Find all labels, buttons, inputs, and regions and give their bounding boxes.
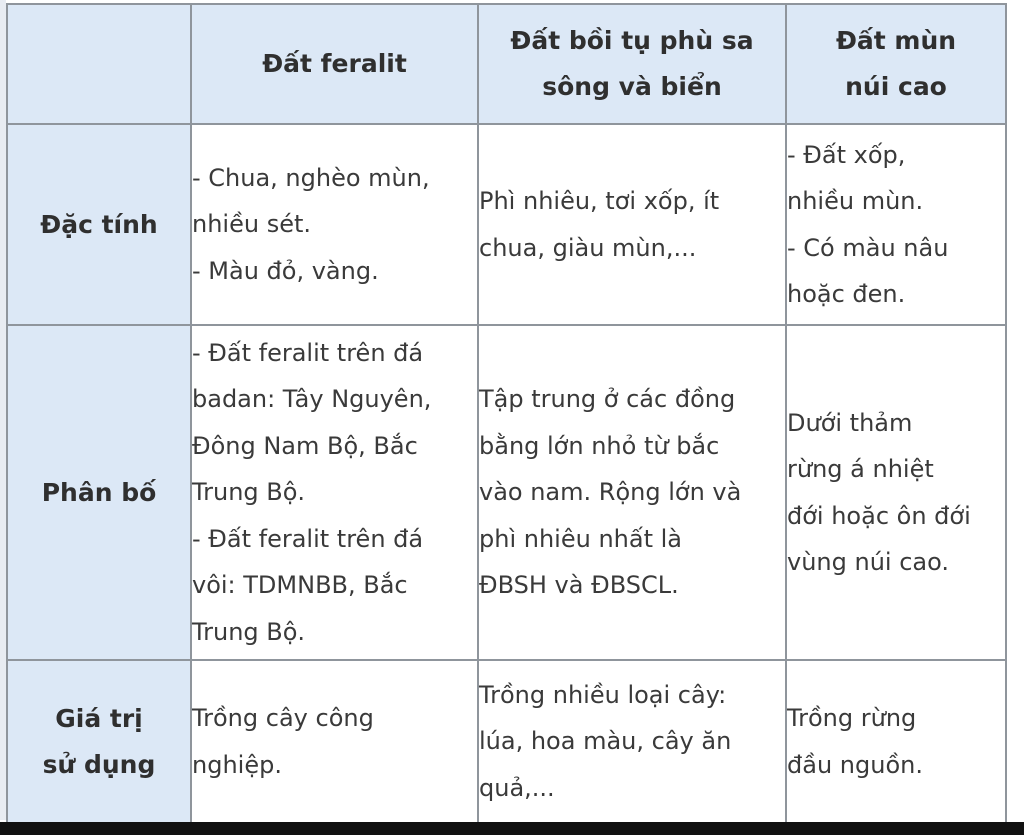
cell-line: Trồng rừng xyxy=(787,704,917,732)
cell-feralit-distribution xyxy=(191,325,478,660)
cell-line: - Đất feralit trên đá xyxy=(192,524,424,553)
cell-line: hoặc đen. xyxy=(787,280,906,308)
header-line: sông và biển xyxy=(542,72,722,101)
cell-feralit-usage xyxy=(191,660,478,823)
table-row-usage-value xyxy=(7,660,1006,823)
cell-humus-usage xyxy=(786,660,1006,823)
header-feralit xyxy=(191,4,478,124)
cell-alluvial-usage xyxy=(478,660,786,823)
table-row-characteristics xyxy=(7,124,1006,325)
cell-line: nhiều mùn. xyxy=(787,187,924,215)
cell-line: lúa, hoa màu, cây ăn xyxy=(479,727,732,756)
header-alluvial xyxy=(478,4,786,124)
cell-line: quả,... xyxy=(479,773,555,802)
cell-line: vôi: TDMNBB, Bắc xyxy=(192,571,408,600)
cell-line: Trồng nhiều loại cây: xyxy=(479,680,727,709)
cell-alluvial-characteristics xyxy=(478,124,786,325)
row-label-usage-value xyxy=(7,660,191,823)
cell-alluvial-distribution xyxy=(478,325,786,660)
table-row-distribution xyxy=(7,325,1006,660)
header-row xyxy=(7,4,1006,124)
cell-line: chua, giàu mùn,... xyxy=(479,233,697,262)
row-label-characteristics xyxy=(7,124,191,325)
header-line: núi cao xyxy=(845,72,947,101)
cell-humus-characteristics xyxy=(786,124,1006,325)
cell-line: bằng lớn nhỏ từ bắc xyxy=(479,431,720,460)
row-label-distribution xyxy=(7,325,191,660)
cell-line: đới hoặc ôn đới xyxy=(787,501,971,530)
cell-line: badan: Tây Nguyên, xyxy=(192,385,432,414)
row-label-line: Đặc tính xyxy=(40,209,158,239)
cell-line: rừng á nhiệt xyxy=(787,455,934,483)
row-label-line: Giá trị xyxy=(55,703,143,733)
cell-line: - Chua, nghèo mùn, xyxy=(192,163,430,192)
header-line: Đất feralit xyxy=(262,49,407,78)
header-mountain-humus xyxy=(786,4,1006,124)
row-label-line: sử dụng xyxy=(42,749,156,779)
cell-line: - Đất feralit trên đá xyxy=(192,338,424,367)
cell-line: phì nhiêu nhất là xyxy=(479,524,682,553)
soil-comparison-table xyxy=(6,3,1007,824)
cell-line: - Có màu nâu xyxy=(787,233,949,262)
header-line: Đất bồi tụ phù sa xyxy=(510,26,754,55)
cell-line: Trung Bộ. xyxy=(192,478,306,507)
cell-line: vùng núi cao. xyxy=(787,548,949,576)
cell-feralit-characteristics xyxy=(191,124,478,325)
bottom-border-bar xyxy=(0,822,1024,835)
cell-line: - Đất xốp, xyxy=(787,140,906,169)
cell-line: Đông Nam Bộ, Bắc xyxy=(192,431,418,460)
cell-line: Tập trung ở các đồng xyxy=(479,385,736,414)
cell-humus-distribution xyxy=(786,325,1006,660)
cell-line: Dưới thảm xyxy=(787,408,913,437)
cell-line: ĐBSH và ĐBSCL. xyxy=(479,571,679,600)
cell-line: đầu nguồn. xyxy=(787,750,923,779)
cell-line: nghiệp. xyxy=(192,750,282,779)
cell-line: nhiều sét. xyxy=(192,210,312,239)
cell-line: Trung Bộ. xyxy=(192,617,306,646)
cell-line: - Màu đỏ, vàng. xyxy=(192,256,379,285)
cell-line: vào nam. Rộng lớn và xyxy=(479,478,742,507)
header-line: Đất mùn xyxy=(835,26,957,55)
row-label-line: Phân bố xyxy=(41,477,157,507)
header-corner-cell xyxy=(7,4,191,124)
cell-line: Phì nhiêu, tơi xốp, ít xyxy=(479,187,720,215)
cell-line: Trồng cây công xyxy=(192,704,374,732)
